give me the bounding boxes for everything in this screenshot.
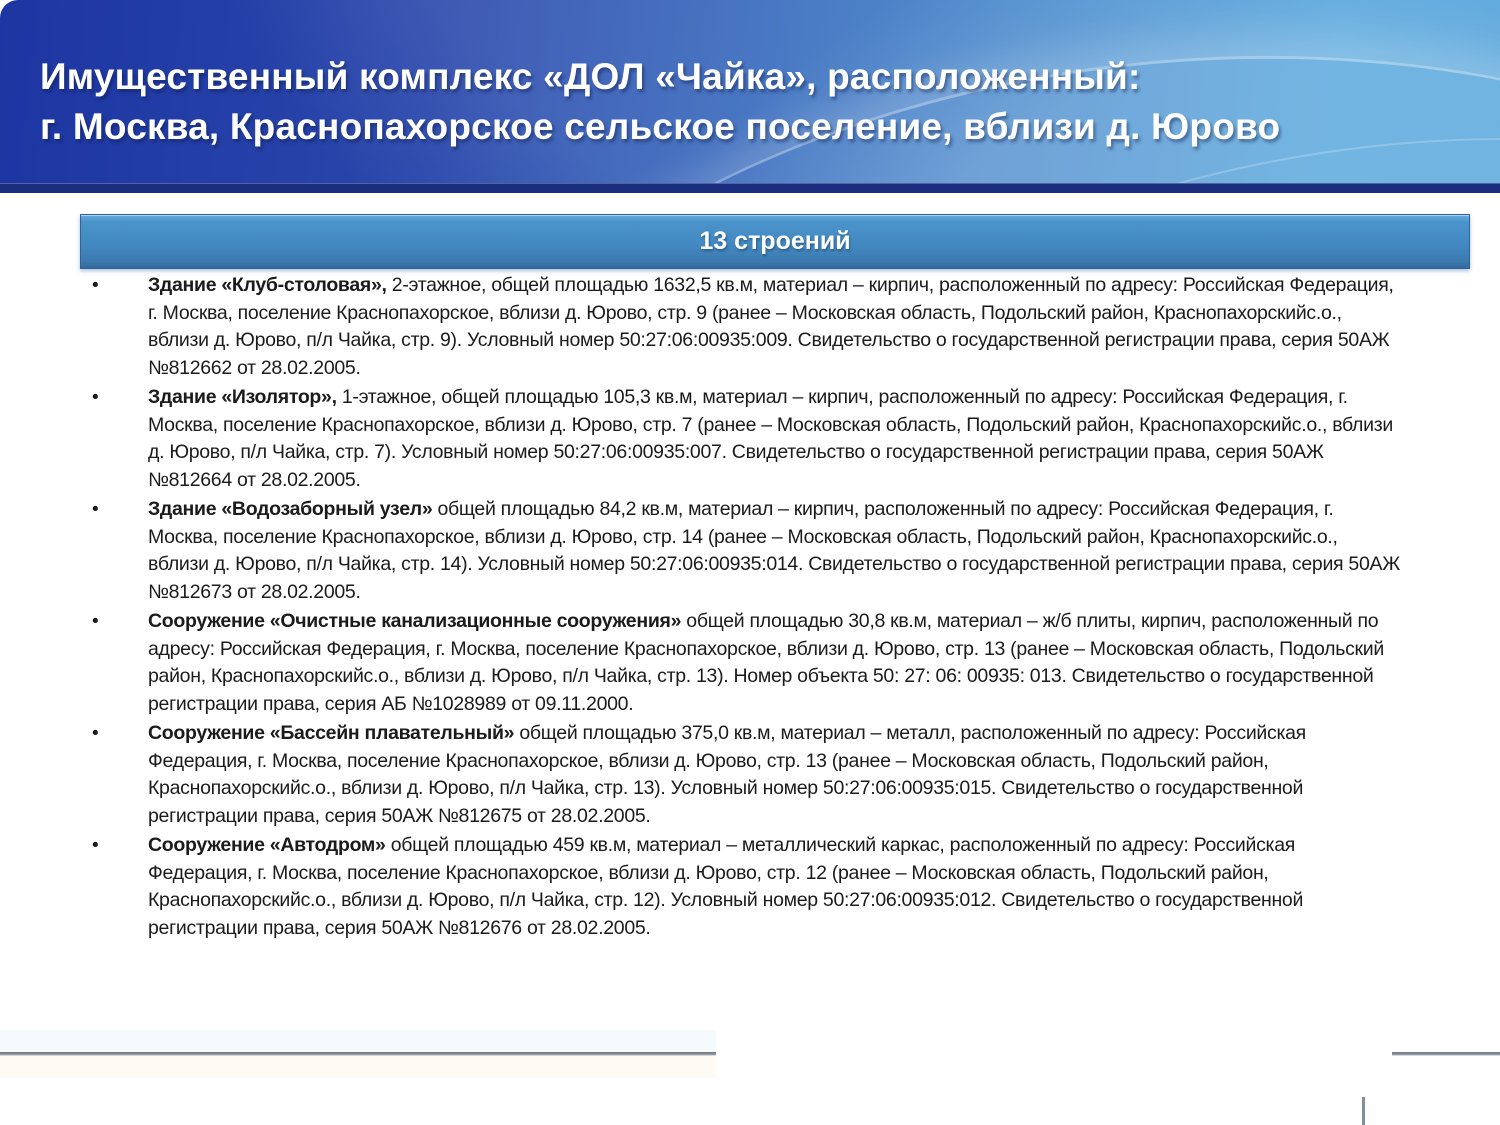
footer-cursor-mark bbox=[1362, 1097, 1365, 1125]
footer-tint-top bbox=[0, 1030, 716, 1052]
page-title-line-2: г. Москва, Краснопахорское сельское поселение, вблизи д. Юрово bbox=[40, 106, 1281, 147]
header-bottom-strip bbox=[0, 183, 1500, 193]
building-name: Здание «Водозаборный узел» bbox=[148, 498, 433, 520]
building-name: Здание «Клуб-столовая», bbox=[148, 274, 387, 296]
list-item-structure-autodrome bbox=[80, 832, 1400, 942]
building-description: общей площадью 84,2 кв.м, материал – кирпич, расположенный по адресу: Российская Федерация, г. Москва, поселение Краснопахорское, вблизи д. Юрово, стр. 14 (ранее – Московская область, Подольский район, Краснопахорскийс.о., вблизи д. Юрово, п/л Чайка, стр. 14). Условный номер 50:27:06:00935:014. Свидетельство о государственной регистрации права, серия 50АЖ №812673 от 28.02.2005. bbox=[148, 498, 1400, 603]
list-item-structure-swimming-pool bbox=[80, 720, 1400, 830]
building-name: Сооружение «Бассейн плавательный» bbox=[148, 722, 515, 744]
building-name: Сооружение «Автодром» bbox=[148, 834, 386, 856]
list-item-building-club-canteen bbox=[80, 272, 1400, 382]
footer-divider-left bbox=[0, 1052, 716, 1056]
buildings-count-banner bbox=[80, 214, 1470, 269]
page-title bbox=[40, 52, 1280, 152]
list-item-building-isolator bbox=[80, 384, 1400, 494]
building-name: Здание «Изолятор», bbox=[148, 386, 337, 408]
footer-tint-bottom bbox=[0, 1056, 716, 1078]
building-description: 2-этажное, общей площадью 1632,5 кв.м, материал – кирпич, расположенный по адресу: Российская Федерация, г. Москва, поселение Краснопахорское, вблизи д. Юрово, стр. 9 (ранее – Московская область, Подольский район, Краснопахорскийс.о., вблизи д. Юрово, п/л Чайка, стр. 9). Условный номер 50:27:06:00935:009. Свидетельство о государственной регистрации права, серия 50АЖ №812662 от 28.02.2005. bbox=[148, 274, 1394, 379]
buildings-count-label: 13 строений bbox=[699, 227, 851, 255]
list-item-building-water-intake bbox=[80, 496, 1400, 606]
building-description: общей площадью 375,0 кв.м, материал – металл, расположенный по адресу: Российская Федерация, г. Москва, поселение Краснопахорское, вблизи д. Юрово, стр. 13 (ранее – Московская область, Подольский район, Краснопахорскийс.о., вблизи д. Юрово, п/л Чайка, стр. 13). Условный номер 50:27:06:00935:015. Свидетельство о государственной регистрации права, серия 50АЖ №812675 от 28.02.2005. bbox=[148, 722, 1306, 827]
buildings-list bbox=[80, 272, 1400, 944]
slide-header bbox=[0, 0, 1500, 193]
footer-divider-right bbox=[1392, 1052, 1500, 1056]
building-description: общей площадью 30,8 кв.м, материал – ж/б плиты, кирпич, расположенный по адресу: Российская Федерация, г. Москва, поселение Краснопахорское, вблизи д. Юрово, стр. 13 (ранее – Московская область, Подольский район, Краснопахорскийс.о., вблизи д. Юрово, п/л Чайка, стр. 13). Номер объекта 50: 27: 06: 00935: 013. Свидетельство о государственной регистрации права, серия АБ №1028989 от 09.11.2000. bbox=[148, 610, 1384, 715]
building-name: Сооружение «Очистные канализационные сооружения» bbox=[148, 610, 682, 632]
page-title-line-1: Имущественный комплекс «ДОЛ «Чайка», расположенный: bbox=[40, 56, 1141, 97]
building-description: общей площадью 459 кв.м, материал – металлический каркас, расположенный по адресу: Российская Федерация, г. Москва, поселение Краснопахорское, вблизи д. Юрово, стр. 12 (ранее – Московская область, Подольский район, Краснопахорскийс.о., вблизи д. Юрово, п/л Чайка, стр. 12). Условный номер 50:27:06:00935:012. Свидетельство о государственной регистрации права, серия 50АЖ №812676 от 28.02.2005. bbox=[148, 834, 1304, 939]
list-item-structure-sewage-treatment bbox=[80, 608, 1400, 718]
building-description: 1-этажное, общей площадью 105,3 кв.м, материал – кирпич, расположенный по адресу: Российская Федерация, г. Москва, поселение Краснопахорское, вблизи д. Юрово, стр. 7 (ранее – Московская область, Подольский район, Краснопахорскийс.о., вблизи д. Юрово, п/л Чайка, стр. 7). Условный номер 50:27:06:00935:007. Свидетельство о государственной регистрации права, серия 50АЖ №812664 от 28.02.2005. bbox=[148, 386, 1393, 491]
